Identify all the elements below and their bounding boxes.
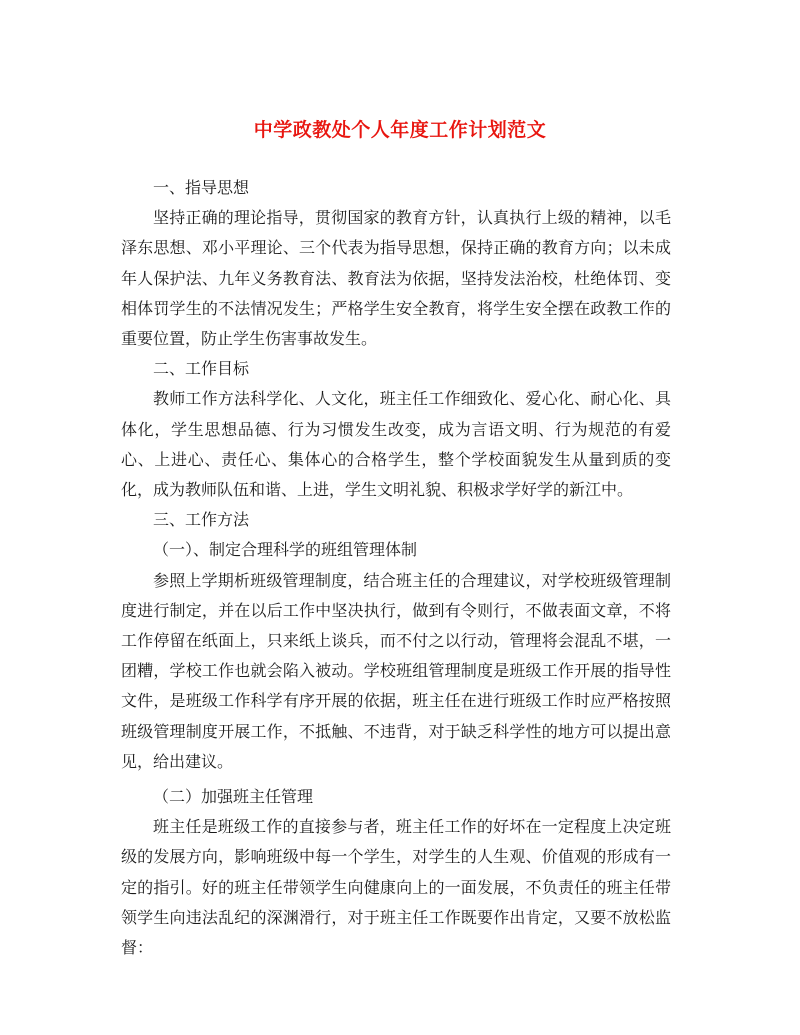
section-heading-guiding-thought: 一、指导思想 [153, 178, 250, 197]
section-heading-work-methods: 三、工作方法 [153, 510, 250, 530]
paragraph-work-goals: 教师工作方法科学化、人文化，班主任工作细致化、爱心化、耐心化、具体化，学生思想品德、行为习惯发生改变，成为言语文明、行为规范的有爱心、上进心、责任心、集体心的合格学生，整个学校面貌发生从量到质的变化，成为教师队伍和谐、上进，学生文明礼貌、积极求学好学的新江中。 [121, 389, 671, 500]
paragraph-head-teacher-management: 班主任是班级工作的直接参与者，班主任工作的好坏在一定程度上决定班级的发展方向，影响班级中每一个学生，对学生的人生观、价值观的形成有一定的指引。好的班主任带领学生向健康向上的一面发展，不负责任的班主任带领学生向违法乱纪的深渊滑行，对于班主任工作既要作出肯定，又要不放松监督： [121, 817, 671, 958]
document-body [121, 173, 671, 963]
paragraph-guiding-thought: 坚持正确的理论指导，贯彻国家的教育方针，认真执行上级的精神，以毛泽东思想、邓小平理论、三个代表为指导思想，保持正确的教育方向；以未成年人保护法、九年义务教育法、教育法为依据，坚持发法治校，杜绝体罚、变相体罚学生的不法情况发生；严格学生安全教育，将学生安全摆在政教工作的重要位置，防止学生伤害事故发生。 [121, 208, 671, 349]
section-heading-work-goals: 二、工作目标 [153, 359, 250, 379]
document-title: 中学政教处个人年度工作计划范文 [253, 119, 547, 141]
paragraph-class-management-system: 参照上学期析班级管理制度，结合班主任的合理建议，对学校班级管理制度进行制定，并在以后工作中坚决执行，做到有令则行，不做表面文章，不将工作停留在纸面上，只来纸上谈兵，而不付之以行动，管理将会混乱不堪，一团糟，学校工作也就会陷入被动。学校班组管理制度是班级工作开展的指导性文件，是班级工作科学有序开展的依据，班主任在进行班级工作时应严格按照班级管理制度开展工作，不抵触、不违背，对于缺乏科学性的地方可以提出意见，给出建议。 [121, 570, 671, 771]
subsection-heading-head-teacher-management: （二）加强班主任管理 [153, 787, 314, 807]
subsection-heading-class-management-system: （一）、制定合理科学的班组管理体制 [153, 540, 418, 560]
